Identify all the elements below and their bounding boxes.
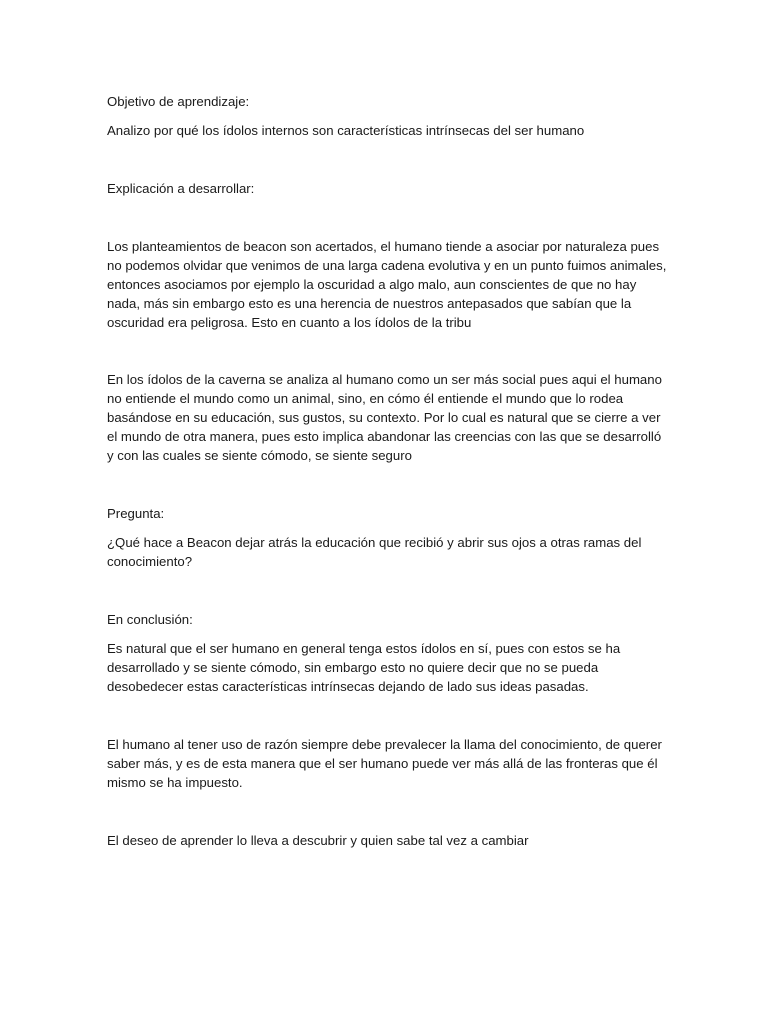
paragraph-idols-of-cave: En los ídolos de la caverna se analiza al humano como un ser más social pues aqui el humano no entiende el mundo como un animal, sino, en cómo él entiende el mundo que lo rodea basándose en su educación, sus gustos, su contexto. Por lo cual es natural que se cierre a ver el mundo de otra manera, pues esto implica abandonar las creencias con las que se desarrolló y con las cuales se siente cómodo, se siente seguro — [107, 372, 662, 463]
conclusion-paragraph-2: El humano al tener uso de razón siempre debe prevalecer la llama del conocimiento, de querer saber más, y es de esta manera que el ser humano puede ver más allá de las fronteras que él mismo se ha impuesto. — [107, 737, 662, 790]
conclusion-paragraph-3: El deseo de aprender lo lleva a descubrir y quien sabe tal vez a cambiar — [107, 833, 529, 848]
objective-label: Objetivo de aprendizaje: — [107, 94, 250, 109]
paragraph-idols-of-tribe: Los planteamientos de beacon son acertados, el humano tiende a asociar por naturaleza pues no podemos olvidar que venimos de una larga cadena evolutiva y en un punto fuimos animales, entonces asociamos por ejemplo la oscuridad a algo malo, aun conscientes de que no hay nada, más sin embargo esto es una herencia de nuestros antepasados que sabían que la oscuridad era peligrosa. Esto en cuanto a los ídolos de la tribu — [107, 239, 667, 330]
explanation-label: Explicación a desarrollar: — [107, 181, 255, 196]
conclusion-label: En conclusión: — [107, 612, 193, 627]
objective-text: Analizo por qué los ídolos internos son características intrínsecas del ser humano — [107, 123, 585, 138]
question-label: Pregunta: — [107, 506, 165, 521]
conclusion-paragraph-1: Es natural que el ser humano en general tenga estos ídolos en sí, pues con estos se ha desarrollado y se siente cómodo, sin embargo esto no quiere decir que no se pueda desobedecer estas características intrínsecas dejando de lado sus ideas pasadas. — [107, 641, 621, 694]
question-text: ¿Qué hace a Beacon dejar atrás la educación que recibió y abrir sus ojos a otras ramas del conocimiento? — [107, 535, 642, 569]
